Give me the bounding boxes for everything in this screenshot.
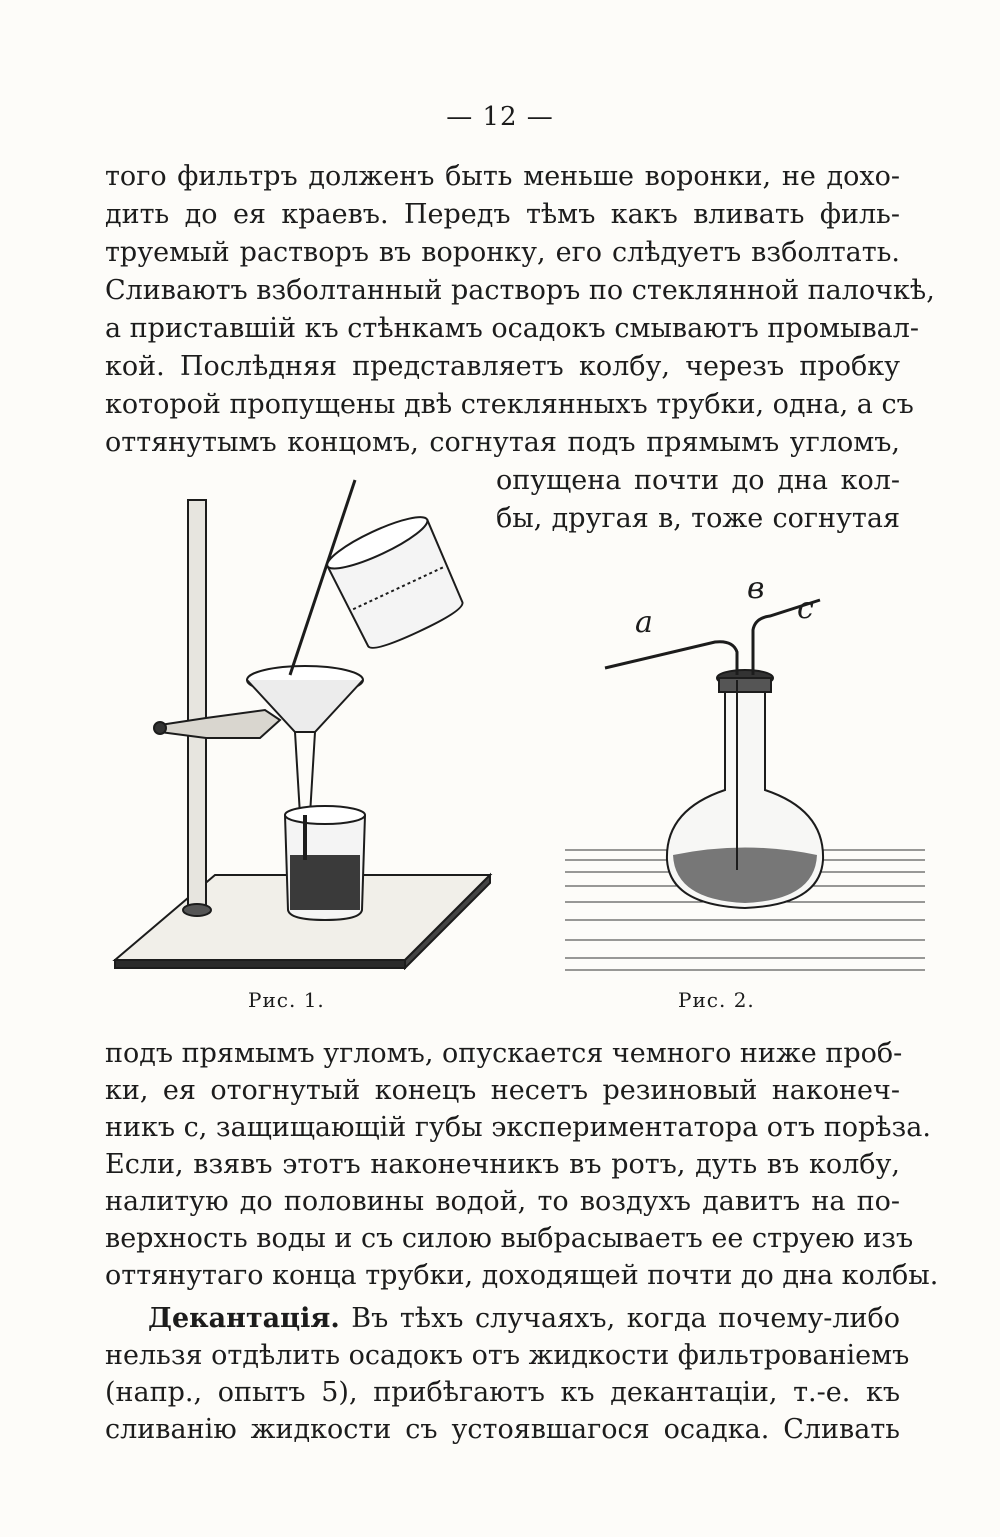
- figure-1-caption: Рис. 1.: [248, 988, 325, 1012]
- label-c: c: [797, 591, 814, 626]
- section-first-line: [148, 1302, 900, 1336]
- text-line: оттянутымъ концомъ, согнутая подъ прямымъ угломъ,: [105, 427, 900, 458]
- text-line: а приставшій къ стѣнкамъ осадокъ смываютъ промывал-: [105, 313, 920, 344]
- text-line: Сливаютъ взболтанный растворъ по стеклянной палочкѣ,: [105, 275, 935, 306]
- text-line: того фильтръ долженъ быть меньше воронки, не дохо-: [105, 161, 900, 192]
- text-line: Если, взявъ этотъ наконечникъ въ ротъ, дуть въ колбу,: [105, 1149, 900, 1180]
- text-line: бы, другая в, тоже согнутая: [496, 503, 900, 534]
- text-span: Въ тѣхъ случаяхъ, когда почему-либо: [351, 1303, 900, 1334]
- text-line: никъ с, защищающій губы экспериментатора отъ порѣза.: [105, 1112, 931, 1143]
- label-b: в: [747, 571, 765, 606]
- figure-wash-bottle-illustration: [565, 560, 925, 980]
- text-line: сливанію жидкости съ устоявшагося осадка. Сливать: [105, 1414, 900, 1445]
- text-line: налитую до половины водой, то воздухъ давитъ на по-: [105, 1186, 900, 1217]
- text-line: дить до ея краевъ. Передъ тѣмъ какъ вливать филь-: [105, 199, 900, 230]
- text-line: верхность воды и съ силою выбрасываетъ ее струею изъ: [105, 1223, 914, 1254]
- text-line: которой пропущены двѣ стеклянныхъ трубки, одна, а съ: [105, 389, 914, 420]
- text-line: опущена почти до дна кол-: [496, 465, 900, 496]
- section-heading: Декантація.: [148, 1303, 340, 1334]
- text-line: (напр., опытъ 5), прибѣгаютъ къ декантаціи, т.-е. къ: [105, 1377, 900, 1408]
- figure-2-caption: Рис. 2.: [678, 988, 755, 1012]
- text-line: оттянутаго конца трубки, доходящей почти до дна колбы.: [105, 1260, 939, 1291]
- figure-filtration-illustration: [100, 470, 500, 970]
- page-number: — 12 —: [446, 102, 554, 132]
- label-a: a: [635, 605, 653, 640]
- text-line: нельзя отдѣлить осадокъ отъ жидкости фильтрованіемъ: [105, 1340, 910, 1371]
- text-line: ки, ея отогнутый конецъ несетъ резиновый наконеч-: [105, 1075, 900, 1106]
- text-line: кой. Послѣдняя представляетъ колбу, черезъ пробку: [105, 351, 900, 382]
- text-line: труемый растворъ въ воронку, его слѣдуетъ взболтать.: [105, 237, 900, 268]
- text-line: подъ прямымъ угломъ, опускается чемного ниже проб-: [105, 1038, 903, 1069]
